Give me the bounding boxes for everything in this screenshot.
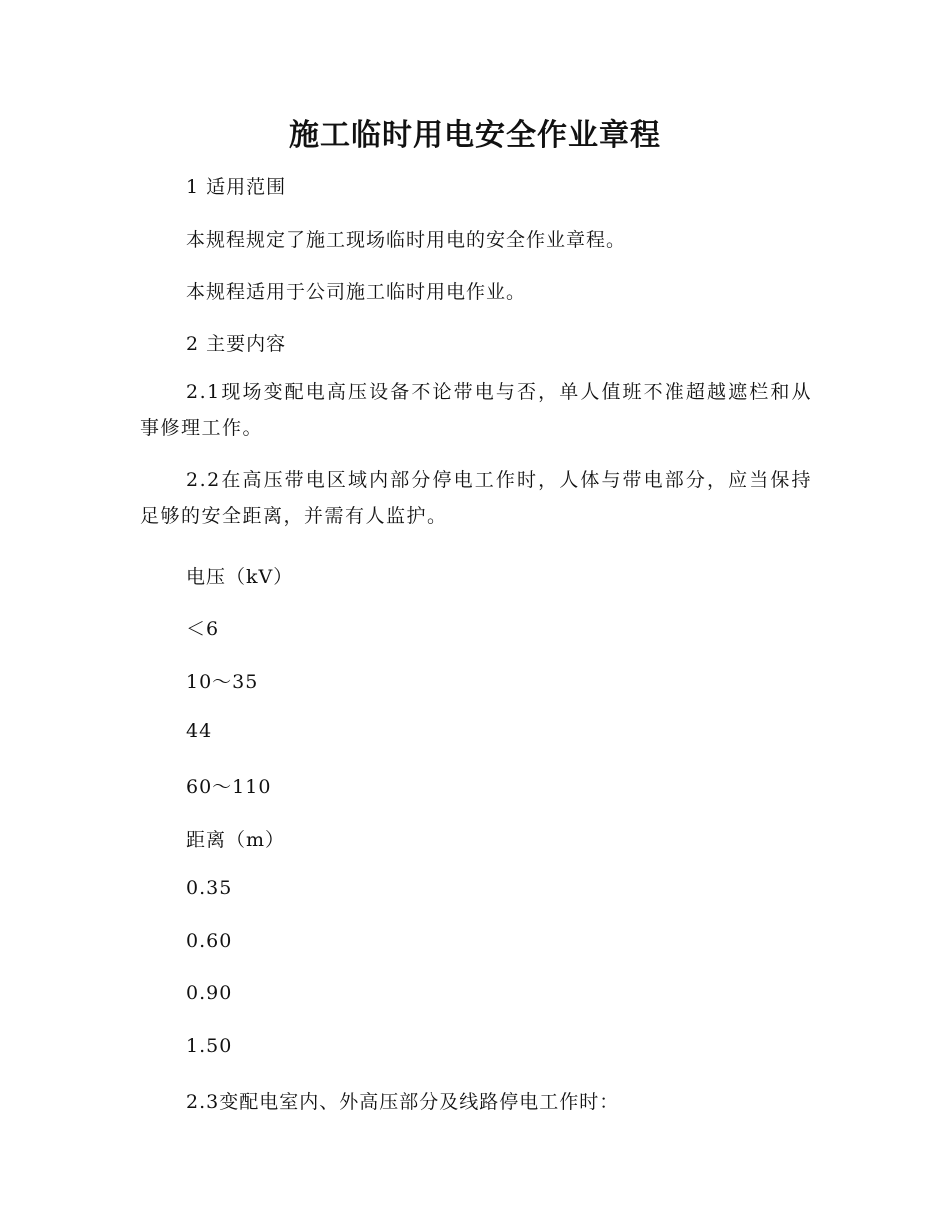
voltage-value-3: 44: [186, 720, 213, 742]
distance-value-1: 0.35: [186, 877, 233, 899]
paragraph-2-1: 2.1现场变配电高压设备不论带电与否，单人值班不准超越遮栏和从事修理工作。: [140, 381, 812, 439]
section-heading-scope: 1 适用范围: [186, 176, 287, 198]
section-heading-main-content: 2 主要内容: [186, 333, 287, 355]
distance-value-2: 0.60: [186, 930, 233, 952]
paragraph-scope-application: 本规程适用于公司施工临时用电作业。: [186, 281, 527, 303]
voltage-value-2: 10～35: [186, 671, 259, 693]
distance-value-3: 0.90: [186, 982, 233, 1004]
voltage-value-1: ＜6: [186, 618, 220, 640]
paragraph-2-2: 2.2在高压带电区域内部分停电工作时，人体与带电部分，应当保持足够的安全距离，并需有人监护。: [140, 469, 812, 527]
document-title: 施工临时用电安全作业章程: [289, 118, 661, 153]
distance-label: 距离（m）: [186, 829, 286, 851]
paragraph-2-3: 2.3变配电室内、外高压部分及线路停电工作时：: [186, 1091, 620, 1113]
distance-value-4: 1.50: [186, 1035, 233, 1057]
voltage-label: 电压（kV）: [186, 566, 294, 588]
voltage-value-4: 60～110: [186, 776, 272, 798]
paragraph-scope-definition: 本规程规定了施工现场临时用电的安全作业章程。: [186, 229, 627, 251]
